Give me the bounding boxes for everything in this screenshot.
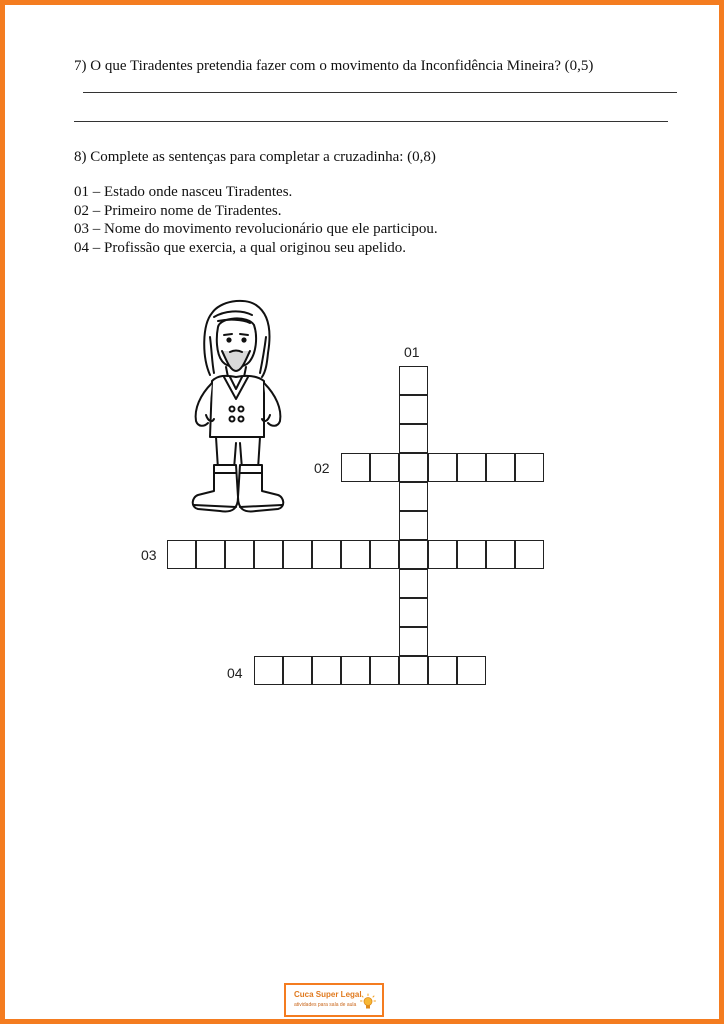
crossword-cell[interactable] xyxy=(428,453,457,482)
crossword-cell[interactable] xyxy=(341,453,370,482)
answer-line-2[interactable] xyxy=(74,121,668,122)
crossword-cell[interactable] xyxy=(312,656,341,685)
question-7: 7) O que Tiradentes pretendia fazer com o movimento da Inconfidência Mineira? (0,5) xyxy=(74,58,594,74)
crossword-cell[interactable] xyxy=(167,540,196,569)
crossword-cell[interactable] xyxy=(196,540,225,569)
crossword-cell[interactable] xyxy=(341,656,370,685)
crossword-cell[interactable] xyxy=(515,540,544,569)
crossword-cell[interactable] xyxy=(399,656,428,685)
crossword-cell[interactable] xyxy=(399,366,428,395)
crossword-cell[interactable] xyxy=(486,540,515,569)
clue-04: 04 – Profissão que exercia, a qual originou seu apelido. xyxy=(74,239,406,256)
crossword-cell[interactable] xyxy=(254,540,283,569)
crossword-cell[interactable] xyxy=(399,540,428,569)
crossword-cell[interactable] xyxy=(457,453,486,482)
logo-title: Cuca Super Legal xyxy=(294,990,362,999)
crossword-cell[interactable] xyxy=(428,656,457,685)
crossword-cell[interactable] xyxy=(283,656,312,685)
crossword-cell[interactable] xyxy=(283,540,312,569)
crossword-cell[interactable] xyxy=(254,656,283,685)
clue-01: 01 – Estado onde nasceu Tiradentes. xyxy=(74,184,293,200)
crossword-number-01: 01 xyxy=(404,344,420,360)
crossword-cell[interactable] xyxy=(341,540,370,569)
crossword-cell[interactable] xyxy=(370,453,399,482)
footer-logo xyxy=(284,983,384,1017)
crossword-number-04: 04 xyxy=(227,665,243,681)
crossword-cell[interactable] xyxy=(486,453,515,482)
question-8: 8) Complete as sentenças para completar a cruzadinha: (0,8) xyxy=(74,149,436,165)
crossword-cell[interactable] xyxy=(457,656,486,685)
crossword-cell[interactable] xyxy=(399,395,428,424)
crossword-number-02: 02 xyxy=(314,460,330,476)
crossword-cell[interactable] xyxy=(399,453,428,482)
crossword-cell[interactable] xyxy=(428,540,457,569)
crossword-cell[interactable] xyxy=(312,540,341,569)
crossword-cell[interactable] xyxy=(370,656,399,685)
clue-list xyxy=(74,183,438,257)
crossword-cell[interactable] xyxy=(515,453,544,482)
crossword-cell[interactable] xyxy=(399,569,428,598)
crossword-cell[interactable] xyxy=(399,482,428,511)
tiradentes-figure-icon xyxy=(188,297,288,525)
crossword-cell[interactable] xyxy=(370,540,399,569)
crossword-cell[interactable] xyxy=(399,627,428,656)
clue-03: 03 – Nome do movimento revolucionário que ele participou. xyxy=(74,221,438,237)
crossword-cell[interactable] xyxy=(457,540,486,569)
answer-line-1[interactable] xyxy=(83,92,677,93)
logo-subtitle: atividades para sala de aula xyxy=(294,1002,357,1008)
crossword-number-03: 03 xyxy=(141,547,157,563)
crossword-cell[interactable] xyxy=(399,424,428,453)
crossword-cell[interactable] xyxy=(225,540,254,569)
lightbulb-icon xyxy=(360,993,376,1011)
crossword-cell[interactable] xyxy=(399,598,428,627)
crossword-cell[interactable] xyxy=(399,511,428,540)
clue-02: 02 – Primeiro nome de Tiradentes. xyxy=(74,202,282,219)
